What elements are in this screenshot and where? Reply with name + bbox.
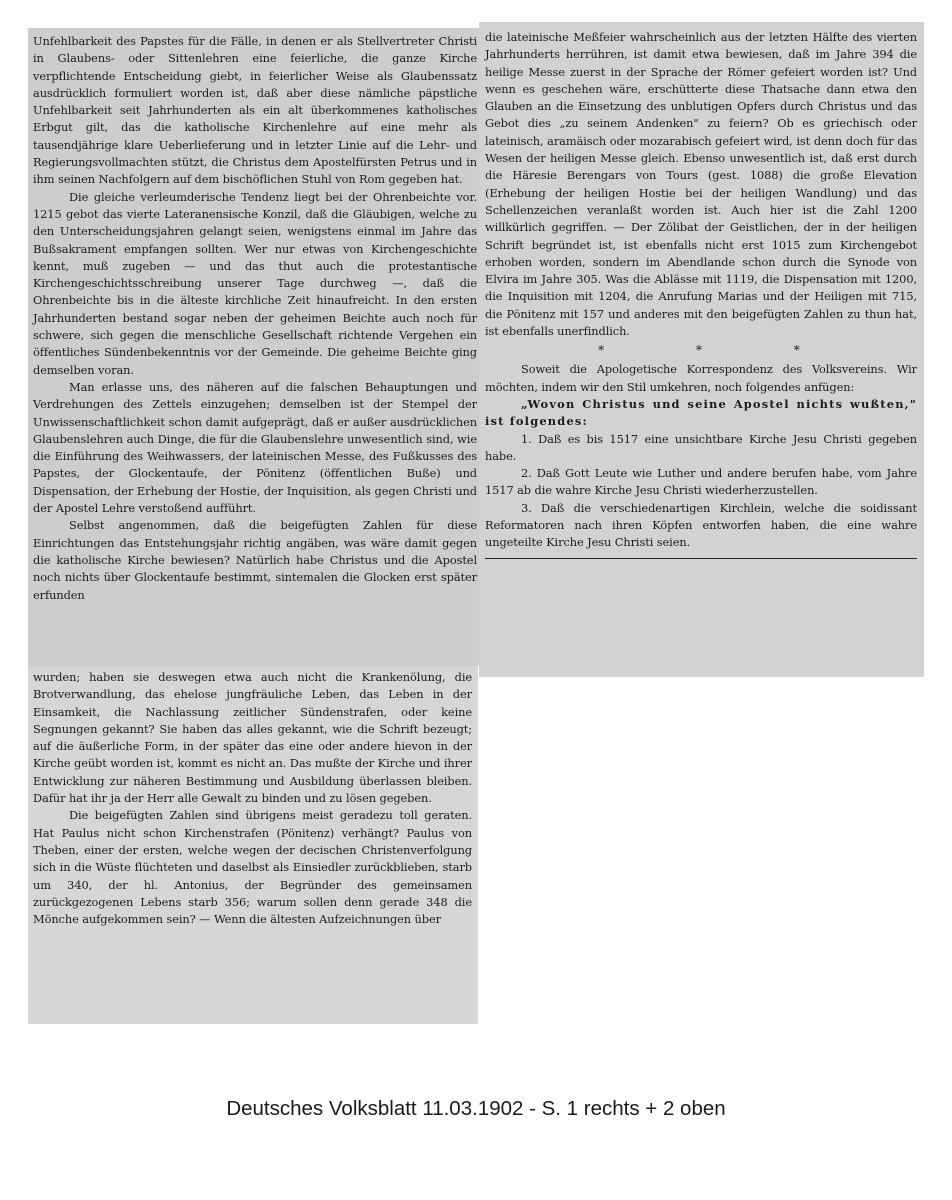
- end-rule: [485, 558, 917, 559]
- list-item: 1. Daß es bis 1517 eine unsichtbare Kirche Jesu Christi gegeben habe.: [485, 431, 917, 463]
- newspaper-clipping-left-lower: [28, 666, 478, 1024]
- paragraph: Die gleiche verleumderische Tendenz liegt bei der Ohrenbeichte vor. 1215 gebot das vierte Lateranensische Konzil, daß die Gläubigen, welche zu den Unterscheidungsjahren gelangt seien, wenigstens einmal im Jahre das Bußsakrament empfangen sollten. Wer nur etwas von Kirchengeschichte kennt, muß zugeben — und das thut auch die protestantische Kirchengeschichtsschreibung unserer Tage durchweg —, daß die Ohrenbeichte bis in die älteste kirchliche Zeit hinaufreicht. In den ersten Jahrhunderten bestand sogar neben der geheimen Beichte auch noch für schwere, sich gegen die menschliche Gesellschaft richtende Vergehen ein öffentliches Sündenbekenntnis vor der Gemeinde. Die geheime Beichte ging demselben voran.: [33, 189, 477, 377]
- list-item: 2. Daß Gott Leute wie Luther und andere berufen habe, vom Jahre 1517 ab die wahre Kirche Jesu Christi wiederherzustellen.: [485, 466, 917, 498]
- paragraph: Unfehlbarkeit des Papstes für die Fälle, in denen er als Stellvertreter Christi in Glaubens- oder Sittenlehren eine feierliche, die ganze Kirche verpflichtende Entscheidung giebt, in feierlicher Weise als Glaubenssatz ausdrücklich formuliert worden ist, daß aber diese nämliche päpstliche Unfehlbarkeit seit Jahrhunderten als ein alt überkommenes katholisches Erbgut gilt, das die katholische Kirchenlehre auf eine mehr als tausendjährige klare Ueberlieferung und in letzter Linie auf die Lehr- und Regierungsvollmachten stützt, die Christus dem Apostelfürsten Petrus und in ihm seinen Nachfolgern auf dem bischöflichen Stuhl von Rom gegeben hat.: [33, 34, 477, 187]
- paragraph: Man erlasse uns, des näheren auf die falschen Behauptungen und Verdrehungen des Zettels einzugehen; demselben ist der Stempel der Unwissenschaftlichkeit schon damit aufgeprägt, daß er außer ausdrücklichen Glaubenslehren auch Dinge, die für die Glaubenslehre unwesentlich sind, wie die Einführung des Weihwassers, der lateinischen Messe, des Fußkusses des Papstes, der Glockentaufe, der Pönitenz (öffentlichen Buße) und Dispensation, der Erhebung der Hostie, der Inquisition, als gegen Christi und der Apostel Lehre verstoßend aufführt.: [33, 379, 477, 516]
- paragraph: die lateinische Meßfeier wahrscheinlich aus der letzten Hälfte des vierten Jahrhunderts herrühren, ist damit etwa bewiesen, daß im Jahre 394 die heilige Messe zuerst in der Sprache der Römer gefeiert worden ist? Und wenn es geschehen wäre, erschütterte diese Thatsache dann etwa den Glauben an die Einsetzung des unblutigen Opfers durch Christus und das Gebot dies „zu seinem Andenken" zu feiern? Ob es griechisch oder lateinisch, aramäisch oder mozarabisch gefeiert wird, ist denn doch für das Wesen der heiligen Messe gleich. Ebenso unwesentlich ist, daß erst durch die Häresie Berengars von Tours (gest. 1088) die große Elevation (Erhebung der heiligen Hostie bei der heiligen Wandlung) und das Schellenzeichen veranlaßt worden ist. Auch hier ist die Zahl 1200 willkürlich gegriffen. — Der Zölibat der Geistlichen, der in der heiligen Schrift begründet ist, ist ebenfalls nicht erst 1015 zum Kirchengebot erhoben worden, sondern im Abendlande schon durch die Synode von Elvira im Jahre 305. Was die Ablässe mit 1119, die Dispensation mit 1200, die Inquisition mit 1204, die Anrufung Marias und der Heiligen mit 715, die Pönitenz mit 157 und anderes mit den beigefügten Zahlen zu thun hat, ist ebenfalls unerfindlich.: [485, 30, 917, 339]
- paragraph: Die beigefügten Zahlen sind übrigens meist geradezu toll geraten. Hat Paulus nicht schon Kirchenstrafen (Pönitenz) verhängt? Paulus von Theben, einer der ersten, welche wegen der decischen Christenverfolgung sich in die Wüste flüchteten und daselbst als Einsiedler zurückblieben, starb um 340, der hl. Antonius, der Begründer des gemeinsamen zurückgezogenen Lebens starb 356; warum sollen denn gerade 348 die Mönche aufgekommen sein? — Wenn die ältesten Aufzeichnungen über: [33, 808, 472, 927]
- paragraph: Soweit die Apologetische Korrespondenz des Volksvereins. Wir möchten, indem wir den Stil umkehren, noch folgendes anfügen:: [485, 362, 917, 394]
- paragraph: Selbst angenommen, daß die beigefügten Zahlen für diese Einrichtungen das Entstehungsjahr richtig angäben, was wäre damit gegen die katholische Kirche bewiesen? Natürlich habe Christus und die Apostel noch nichts über Glockentaufe bestimmt, sintemalen die Glocken erst später erfunden: [33, 518, 477, 602]
- caption: Deutsches Volksblatt 11.03.1902 - S. 1 rechts + 2 oben: [226, 1097, 726, 1120]
- newspaper-clipping-right: [479, 22, 924, 677]
- newspaper-clipping-left-upper: [28, 28, 483, 666]
- list-item: 3. Daß die verschiedenartigen Kirchlein, welche die soidissant Reformatoren nach ihren Köpfen entworfen haben, die eine wahre ungeteilte Kirche Jesu Christi seien.: [485, 500, 917, 550]
- paragraph: wurden; haben sie deswegen etwa auch nicht die Krankenölung, die Brotverwandlung, das ehelose jungfräuliche Leben, das Leben in der Einsamkeit, die Nachlassung zeitlicher Sündenstrafen, oder keine Segnungen gekannt? Sie haben das alles gekannt, wie die Schrift bezeugt; auf die äußerliche Form, in der später das eine oder andere hievon in der Kirche geübt worden ist, kommt es nicht an. Das mußte der Kirche und ihrer Entwicklung zur näheren Bestimmung und Ausbildung überlassen bleiben. Dafür hat ihr ja der Herr alle Gewalt zu binden und zu lösen gegeben.: [33, 670, 472, 806]
- quote-heading: „Wovon Christus und seine Apostel nichts wußten," ist folgendes:: [485, 396, 917, 429]
- section-separator: * * *: [598, 343, 844, 358]
